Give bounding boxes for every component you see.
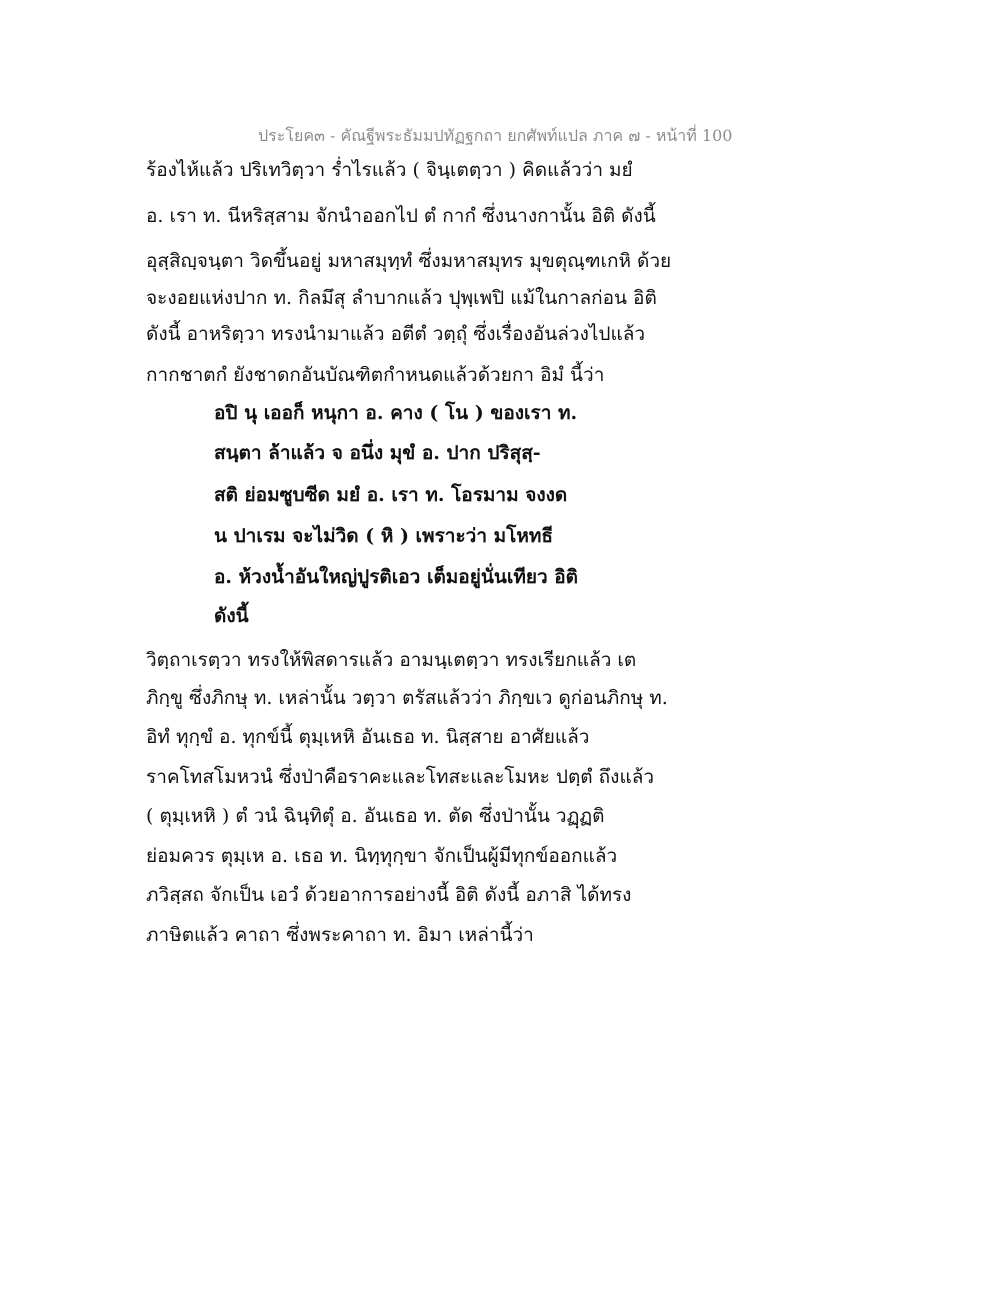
text-line: จะงอยแห่งปาก ท. กิลมึสุ ลำบากแล้ว ปุพฺเพปิ แม้ในกาลก่อน อิติ: [146, 287, 657, 309]
verse-line: สติ ย่อมซูบซีด มยํ อ. เรา ท. โอรมาม จงงด: [214, 484, 568, 506]
text-line: วิตฺถาเรตฺวา ทรงให้พิสดารแล้ว อามนฺเตตฺวา ทรงเรียกแล้ว เต: [146, 649, 637, 671]
verse-line: ดังนี้: [214, 605, 249, 627]
text-line: ราคโทสโมหวนํ ซึ่งป่าคือราคะและโทสะและโมหะ ปตฺตํ ถึงแล้ว: [146, 766, 655, 788]
text-line: อุสฺสิญฺจนฺตา วิดขึ้นอยู่ มหาสมุทฺทํ ซึ่งมหาสมุทร มุขตุณฺฑเกหิ ด้วย: [146, 250, 672, 272]
text-line: ( ตุมฺเหหิ ) ตํ วนํ ฉินฺทิตุํ อ. อันเธอ ท. ตัด ซึ่งป่านั้น วฏฺฏติ: [146, 805, 605, 827]
verse-line: น ปาเรม จะไม่วิด ( หิ ) เพราะว่า มโหทธี: [214, 525, 553, 547]
text-line: อ. เรา ท. นีหริสฺสาม จักนำออกไป ตํ กากํ ซึ่งนางกานั้น อิติ ดังนี้: [146, 205, 656, 227]
text-line: ดังนี้ อาหริตฺวา ทรงนำมาแล้ว อตีตํ วตฺถุํ ซึ่งเรื่องอันล่วงไปแล้ว: [146, 323, 646, 345]
text-line: ภาษิตแล้ว คาถา ซึ่งพระคาถา ท. อิมา เหล่านี้ว่า: [146, 924, 534, 946]
verse-line: อปิ นุ เออก็ หนุกา อ. คาง ( โน ) ของเรา ท.: [214, 402, 578, 424]
page-header: ประโยค๓ - คัณฐีพระธัมมปทัฏฐกถา ยกศัพท์แปล ภาค ๗ - หน้าที่ 100: [258, 126, 733, 145]
text-line: ภิกฺขู ซึ่งภิกษุ ท. เหล่านั้น วตฺวา ตรัสแล้วว่า ภิกฺขเว ดูก่อนภิกษุ ท.: [146, 687, 668, 709]
verse-line: อ. ห้วงน้ำอันใหญ่ปูรติเอว เต็มอยู่นั่นเทียว อิติ: [214, 566, 579, 588]
text-line: อิทํ ทุกฺขํ อ. ทุกข์นี้ ตุมฺเหหิ อันเธอ ท. นิสฺสาย อาศัยแล้ว: [146, 726, 590, 748]
text-line: กากชาตกํ ยังชาดกอันบัณฑิตกำหนดแล้วด้วยกา อิมํ นี้ว่า: [146, 364, 605, 386]
text-line: ภวิสฺสถ จักเป็น เอวํ ด้วยอาการอย่างนี้ อิติ ดังนี้ อภาสิ ได้ทรง: [146, 884, 632, 906]
text-line: ร้องไห้แล้ว ปริเทวิตฺวา ร่ำไรแล้ว ( จินฺเตตฺวา ) คิดแล้วว่า มยํ: [146, 159, 633, 181]
verse-line: สนฺตา ล้าแล้ว จ อนึ่ง มุขํ อ. ปาก ปริสุสฺ-: [214, 442, 541, 464]
text-line: ย่อมควร ตุมฺเห อ. เธอ ท. นิทฺทุกฺขา จักเป็นผู้มีทุกข์ออกแล้ว: [146, 845, 618, 867]
